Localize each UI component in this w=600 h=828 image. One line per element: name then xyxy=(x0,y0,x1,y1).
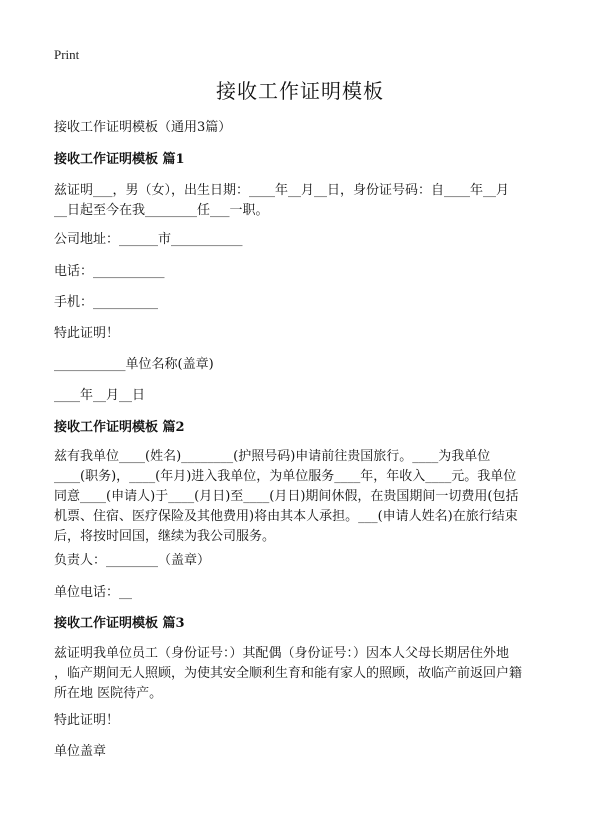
certify-text: 特此证明！ xyxy=(54,326,120,341)
mobile-line: 手机：__________ xyxy=(54,295,159,310)
paragraph-line: __日起至今在我________任___一职。 xyxy=(54,203,269,218)
paragraph-line: 后，将按时回国，继续为我公司服务。 xyxy=(54,529,276,544)
paragraph-line: 同意____(申请人)于____(月日)至____(月日)期间休假，在贵国期间一切费用(包括 xyxy=(54,489,519,504)
section-heading-2: 接收工作证明模板 篇2 xyxy=(54,420,185,435)
certify-text: 特此证明！ xyxy=(54,713,120,728)
section-heading-3: 接收工作证明模板 篇3 xyxy=(54,616,185,631)
document-subtitle: 接收工作证明模板（通用3篇） xyxy=(54,120,232,135)
company-address: 公司地址：______市___________ xyxy=(54,232,243,247)
print-button[interactable]: Print xyxy=(54,47,80,62)
section1-paragraph xyxy=(54,181,554,221)
section2-paragraph xyxy=(54,447,554,547)
person-in-charge-line: 负责人：________（盖章） xyxy=(54,553,211,568)
page-title: 接收工作证明模板 xyxy=(216,79,384,103)
section-heading-1: 接收工作证明模板 篇1 xyxy=(54,152,185,167)
unit-phone-line: 单位电话：__ xyxy=(54,585,133,600)
paragraph-line: 机票、住宿、医疗保险及其他费用)将由其本人承担。___(申请人姓名)在旅行结束 xyxy=(54,509,518,524)
section3-paragraph xyxy=(54,644,554,704)
unit-seal-line: ___________单位名称(盖章) xyxy=(54,357,214,372)
paragraph-line: ____(职务)，____(年月)进入我单位，为单位服务____年，年收入____元。我单位 xyxy=(54,469,517,484)
phone-line: 电话：___________ xyxy=(54,264,165,279)
date-line: ____年__月__日 xyxy=(54,388,146,403)
paragraph-line: ，临产期间无人照顾，为使其安全顺利生育和能有家人的照顾，故临产前返回户籍 xyxy=(54,666,523,681)
unit-seal-line: 单位盖章 xyxy=(54,744,107,759)
paragraph-line: 兹有我单位____(姓名)________(护照号码)申请前往贵国旅行。____为我单位 xyxy=(54,449,491,464)
paragraph-line: 兹证明我单位员工（身份证号：）其配偶（身份证号：）因本人父母长期居住外地 xyxy=(54,646,510,661)
paragraph-line: 兹证明___，男（女），出生日期：____年__月__日，身份证号码：自____年__月 xyxy=(54,183,510,198)
paragraph-line: 所在地 医院待产。 xyxy=(54,686,163,701)
